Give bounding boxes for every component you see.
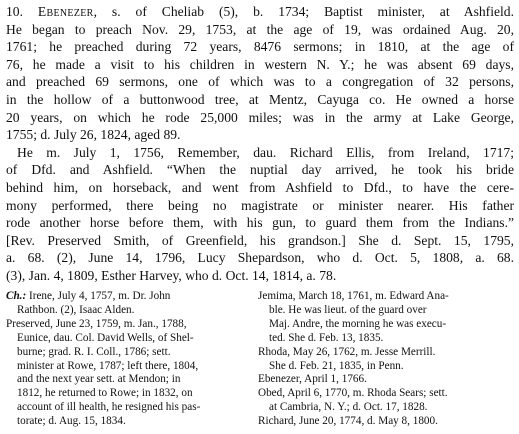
children-column-right (258, 290, 514, 429)
entry-line: [Rev. Preserved Smith, of Greenfield, his grandson.] She d. Sept. 15, 1795, (6, 232, 514, 248)
child-line: Rathbon. (2), Isaac Alden. (17, 303, 135, 316)
entry-line (6, 3, 514, 21)
entry-line: 20 years, on which he rode 25,000 miles; was in the army at Lake George, (6, 109, 514, 125)
entry-number: 10. (6, 4, 23, 19)
entry-line: a. 68. (2), June 14, 1796, Lucy Shepardson, who d. Oct. 5, 1808, a. 68. (6, 250, 514, 266)
child-line: Rhoda, May 26, 1762, m. Jesse Merrill. (258, 345, 436, 358)
entry-paragraph (6, 3, 514, 285)
children-label: Ch.: (6, 290, 27, 302)
child-line: minister at Rowe, 1787; left there, 1804, (17, 359, 199, 372)
entry-line: (3), Jan. 4, 1809, Esther Harvey, who d. Oct. 14, 1814, a. 78. (6, 267, 337, 283)
child-line: Richard, June 20, 1774, d. May 8, 1800. (258, 415, 438, 428)
child-line-text: Irene, July 4, 1757, m. Dr. John (29, 290, 171, 302)
child-line: Maj. Andre, the morning he was execu- (269, 317, 447, 330)
child-line: Eunice, dau. Col. David Wells, of Shel- (17, 331, 194, 344)
child-line: 1812, he returned to Rowe; in 1832, on (17, 387, 193, 400)
entry-line: He m. July 1, 1756, Remember, dau. Richard Ellis, from Ireland, 1717; (17, 144, 514, 160)
children-column-left (6, 290, 250, 429)
child-line: She d. Feb. 21, 1835, in Penn. (269, 359, 404, 372)
child-line: Jemima, March 18, 1761, m. Edward Ana- (258, 290, 449, 302)
entry-line: behind him, on horseback, and went from Ashfield to Dfd., to have the cere- (6, 179, 514, 195)
entry-line: mony performed, there being no magistrate or minister nearer. His father (6, 197, 514, 213)
child-line: and the next year sett. at Mendon; in (17, 373, 181, 386)
entry-line: and preached 69 sermons, one of which was to a congregation of 32 persons, (6, 74, 514, 90)
person-name: Ebenezer (37, 4, 94, 19)
entry-line: 76, he made a visit to his children in western N. Y.; he was absent 69 days, (6, 56, 514, 72)
entry-line: in the hollow of a buttonwood tree, at Mentz, Cayuga co. He owned a horse (6, 91, 514, 107)
child-line (6, 290, 250, 304)
entry-line: 1755; d. July 26, 1824, aged 89. (6, 127, 181, 143)
entry-line: of Dfd. and Ashfield. “When the nuptial day arrived, he took his bride (6, 162, 514, 178)
child-line: torate; d. Aug. 15, 1834. (17, 415, 126, 428)
child-line: Preserved, June 23, 1759, m. Jan., 1788, (6, 317, 187, 330)
child-line: account of ill health, he resigned his pas- (17, 401, 201, 414)
child-line: Obed, April 6, 1770, m. Rhoda Sears; sett. (258, 387, 448, 400)
child-line: Ebenezer, April 1, 1766. (258, 373, 367, 386)
child-line: ted. She d. Feb. 13, 1835. (269, 331, 384, 344)
child-line: at Cambria, N. Y.; d. Oct. 17, 1828. (269, 401, 428, 414)
entry-line: rode another horse before them, with his gun, to guard them from the Indians.” (6, 215, 514, 231)
entry-line: 1761; he preached during 72 years, 8476 sermons; in 1810, at the age of (6, 39, 514, 55)
entry-line-text: , s. of Cheliab (5), b. 1734; Baptist minister, at Ashfield. (93, 4, 514, 19)
child-line: burne; grad. R. I. Coll., 1786; sett. (17, 345, 171, 358)
child-line: ble. He was lieut. of the guard over (269, 303, 427, 316)
entry-line: He began to preach Nov. 29, 1753, at the age of 19, was ordained Aug. 20, (6, 21, 514, 37)
